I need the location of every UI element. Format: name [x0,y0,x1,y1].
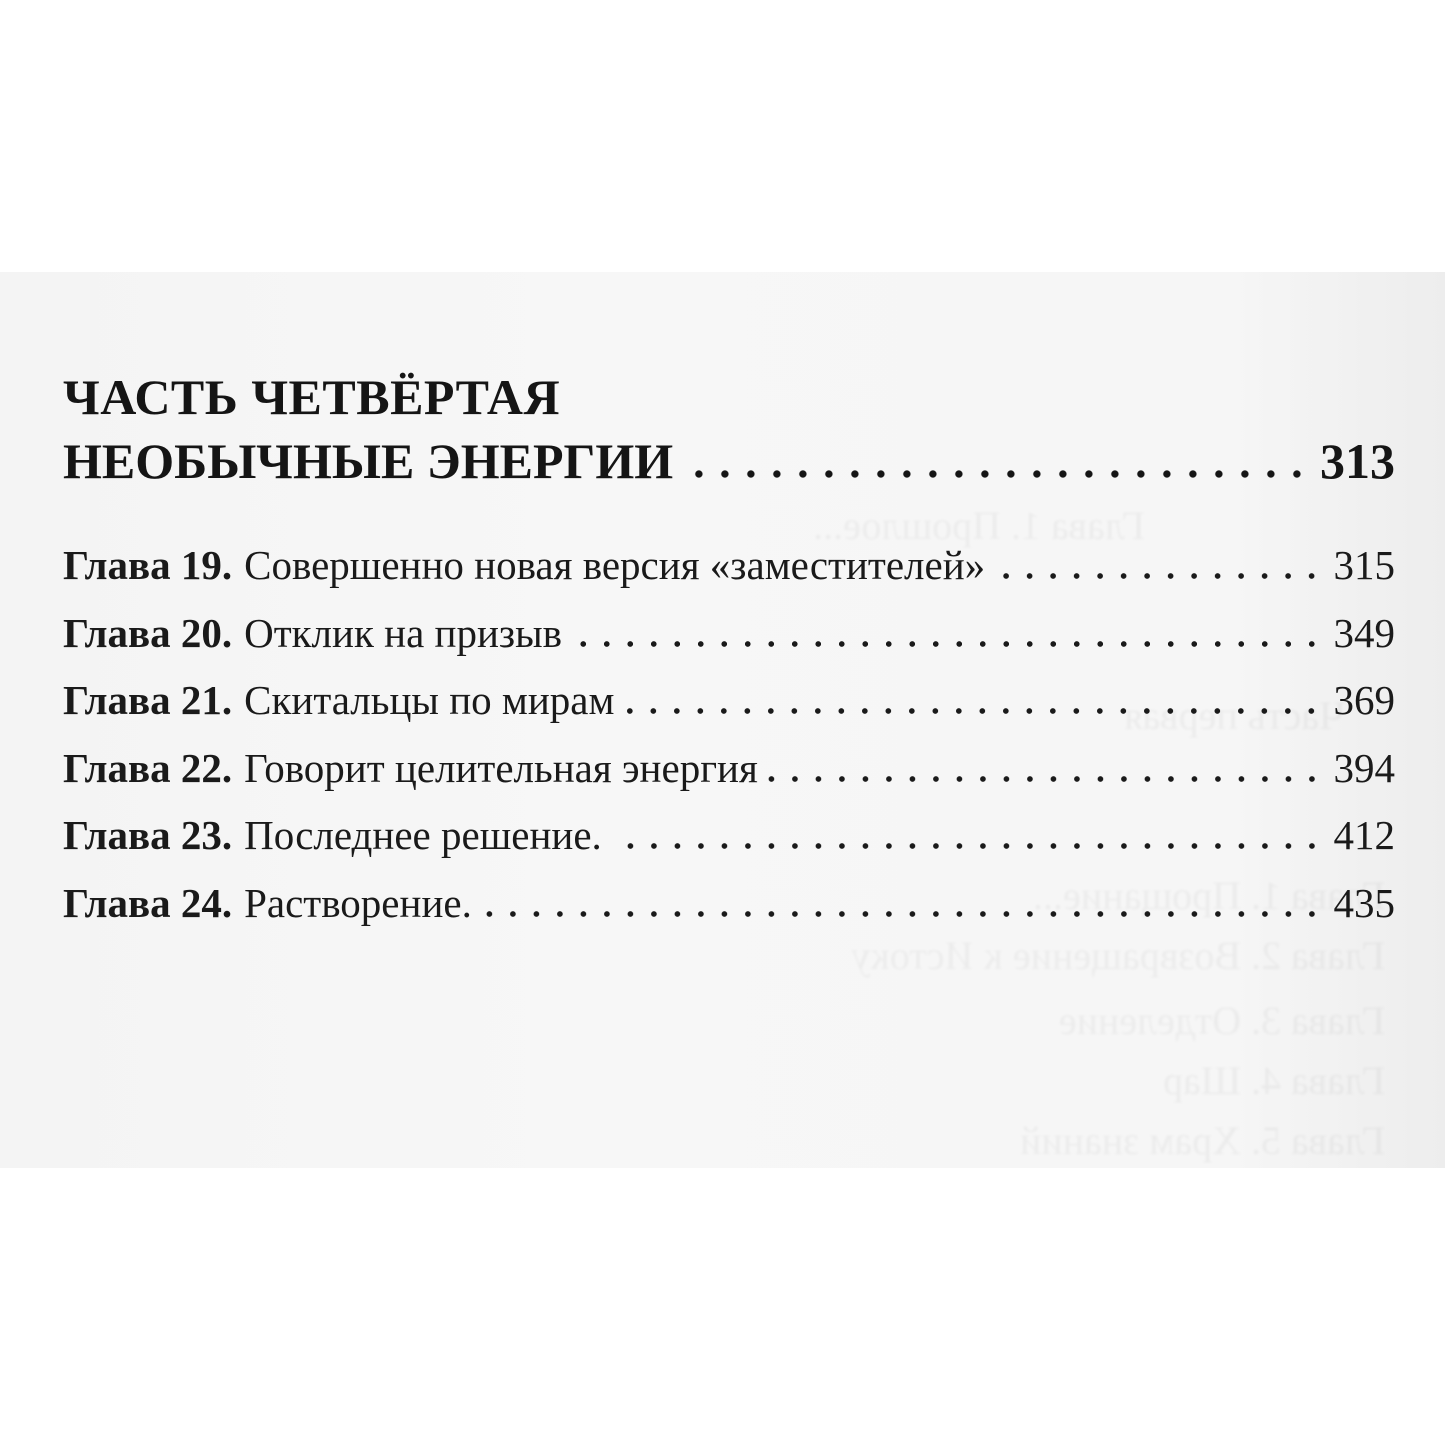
page-number: 315 [1333,542,1395,588]
page-number: 435 [1333,880,1395,926]
chapter-label: Глава 20. [63,610,233,656]
chapter-entry[interactable] [63,812,1395,858]
page-number: 412 [1333,812,1395,858]
dot-leader [610,837,1324,849]
chapter-label: Глава 19. [63,542,233,588]
dot-leader [480,905,1324,917]
chapter-title: Растворение. [244,880,472,926]
part-title: НЕОБЫЧНЫЕ ЭНЕРГИИ [63,433,674,489]
chapter-entry[interactable] [63,542,1395,588]
dot-leader [993,567,1323,579]
chapter-title: Совершенно новая версия «заместителей» [244,542,986,588]
page-number: 313 [1320,433,1395,489]
chapter-label: Глава 21. [63,677,233,723]
page-number: 349 [1333,610,1395,656]
dot-leader [622,702,1323,714]
dot-leader [570,635,1324,647]
chapter-label: Глава 24. [63,880,233,926]
book-page [0,272,1445,1168]
chapter-label: Глава 23. [63,812,233,858]
chapter-title: Последнее решение. [244,812,602,858]
chapter-label: Глава 22. [63,745,233,791]
chapter-entry[interactable] [63,880,1395,926]
part-number-heading: ЧАСТЬ ЧЕТВЁРТАЯ [63,369,561,425]
chapter-title: Говорит целительная энергия [244,745,758,791]
page-number: 369 [1333,677,1395,723]
part-title-entry[interactable] [63,433,1395,489]
page-number: 394 [1333,745,1395,791]
chapter-entry[interactable] [63,677,1395,723]
chapter-entry[interactable] [63,610,1395,656]
chapter-entry[interactable] [63,745,1395,791]
chapter-title: Отклик на призыв [244,610,562,656]
dot-leader [681,463,1310,478]
chapter-title: Скитальцы по мирам [244,677,615,723]
dot-leader [766,770,1324,782]
